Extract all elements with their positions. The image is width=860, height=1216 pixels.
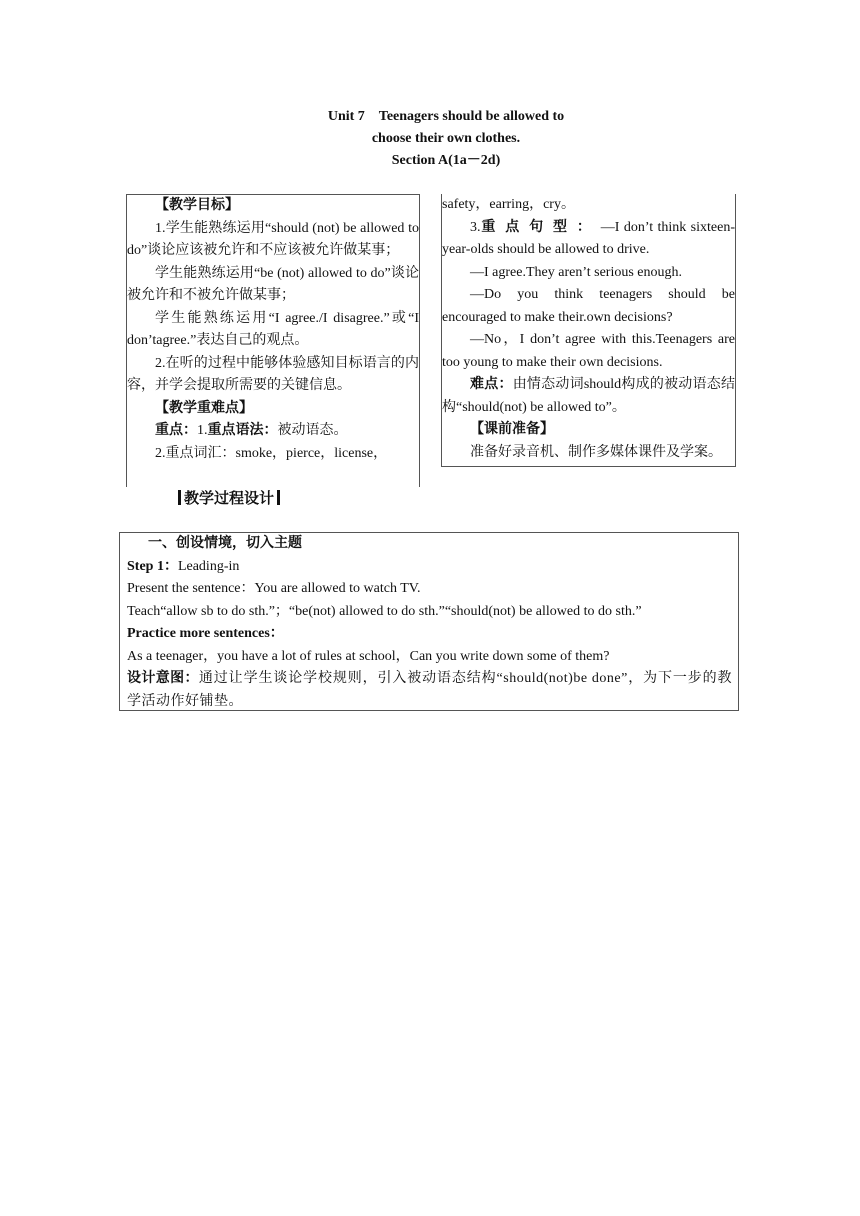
section-heading-text: 教学过程设计 [184, 489, 275, 507]
key3-label: 重点句型： [480, 219, 601, 235]
goal-1a: 1.学生能熟练运用“should (not) be allowed to do”谈论应该被允许和不应该被允许做某事； [127, 220, 419, 258]
sentence-question: —Do you think teenagers should be encouraged to make their.own decisions? [442, 287, 735, 325]
intent-label: 设计意图： [127, 671, 199, 686]
key-point-1 [127, 420, 419, 443]
key-point-2: 2.重点词汇：smoke，pierce，license， [155, 445, 388, 461]
prep-text: 准备好录音机、制作多媒体课件及学案。 [470, 444, 722, 460]
design-intent [127, 668, 738, 713]
goals-heading: 【教学目标】 [155, 198, 239, 213]
goal-1c: 学生能熟练运用“I agree./I disagree.”或“I don’tagree.”表达自己的观点。 [127, 310, 419, 348]
left-column [126, 194, 420, 487]
key1-label: 重点语法： [207, 423, 278, 438]
title-line-3: Section A(1a－2d) [391, 153, 501, 168]
teenager-sentence: As a teenager，you have a lot of rules at school，Can you write down some of them? [127, 648, 610, 664]
section-heading [175, 486, 283, 510]
goal-1b: 学生能熟练运用“be (not) allowed to do”谈论被允许和不被允许做某事； [127, 265, 419, 303]
key3-prefix: 3. [470, 219, 481, 235]
sentence-no: —No，I don’t agree with this.Teenagers are too young to make their own decisions. [442, 332, 735, 370]
title-line-2: choose their own clothes. [371, 131, 521, 146]
difficulty-label: 难点： [470, 377, 513, 392]
prep-heading: 【课前准备】 [470, 422, 554, 437]
present-sentence: Present the sentence：You are allowed to watch TV. [127, 581, 421, 596]
step-text: Leading-in [177, 558, 240, 574]
key3-text: —I don’t think sixteen-year-olds should be allowed to drive. [442, 219, 736, 257]
step-label: Step 1： [127, 558, 178, 574]
process-box [119, 532, 739, 711]
difficulty [442, 374, 735, 419]
key-label: 重点： [155, 423, 197, 438]
intent-text: 通过让学生谈论学校规则，引入被动语态结构“should(not)be done”，为下一步的教学活动作好铺垫。 [127, 671, 733, 709]
heading-bar-right [277, 490, 280, 505]
key-points-heading: 【教学重难点】 [155, 400, 253, 416]
key-point-3 [442, 217, 735, 262]
title-line-1: Unit 7 Teenagers should be allowed to [327, 109, 565, 124]
step-1 [127, 556, 738, 579]
heading-bar-left [178, 490, 181, 505]
key1-prefix: 1. [197, 423, 208, 438]
goal-2: 2.在听的过程中能够体验感知目标语言的内容，并学会提取所需要的关键信息。 [127, 355, 419, 393]
sentence-agree: —I agree.They aren’t serious enough. [470, 264, 682, 280]
key1-text: 被动语态。 [277, 423, 348, 438]
right-column [441, 194, 736, 467]
vocab-continued: safety，earring，cry。 [442, 197, 575, 212]
teach-sentence: Teach“allow sb to do sth.”；“be(not) allowed to do sth.”“should(not) be allowed to do sth.” [127, 603, 642, 619]
difficulty-text: 由情态动词should构成的被动语态结构“should(not) be allowed to”。 [442, 377, 735, 415]
practice-label: Practice more sentences： [127, 626, 284, 641]
process-heading: 一、创设情境，切入主题 [148, 536, 302, 551]
